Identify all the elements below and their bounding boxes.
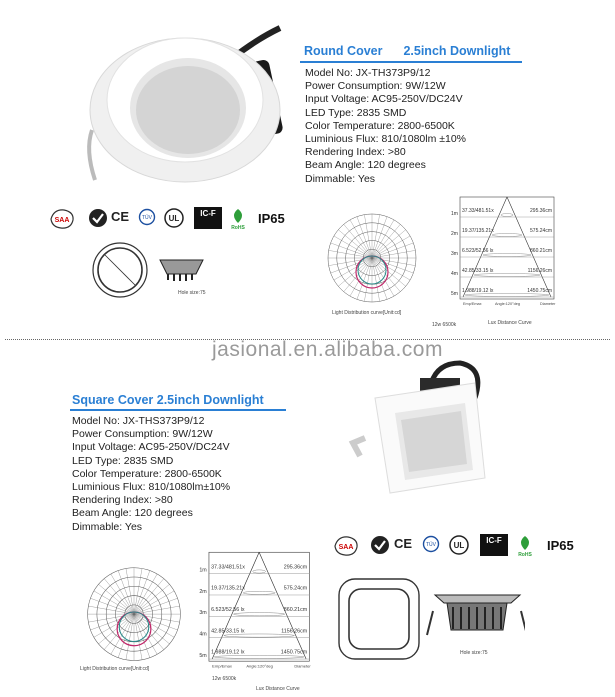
- spec-flux: Luminious Flux: 810/1080lm±10%: [72, 480, 231, 493]
- spec-color-temp: Color Temperature: 2800-6500K: [305, 119, 455, 132]
- lux-diameter-value: 1450.75cm: [280, 649, 308, 656]
- lux-ellipse: [224, 634, 294, 637]
- c-tick-icon: [370, 535, 390, 555]
- lux-illuminance-value: 42.85/33.15 lx: [211, 628, 245, 635]
- spec-beam: Beam Angle: 120 degrees: [305, 159, 426, 172]
- svg-text:TÜV: TÜV: [426, 542, 436, 548]
- round-model-tag: 12w 6500k: [432, 322, 457, 328]
- spec-power: Power Consumption: 9W/12W: [72, 428, 213, 441]
- c-tick-icon: [88, 208, 108, 228]
- lux-illuminance-value: 37.33/481.51x: [211, 564, 245, 571]
- lux-distance-label: 3m: [451, 251, 458, 257]
- spec-dimmable: Dimmable: Yes: [305, 172, 376, 185]
- spec-led-type: LED Type: 2835 SMD: [305, 106, 407, 119]
- round-hole-size: Hole size:75: [178, 290, 206, 296]
- spec-flux: Luminious Flux: 810/1080lm ±10%: [305, 132, 467, 145]
- round-title-left: Round Cover: [304, 44, 383, 58]
- lux-footer-label: Angle:120°deg: [495, 302, 520, 306]
- square-title-underline: [70, 409, 286, 411]
- spec-dimmable: Dimmable: Yes: [72, 520, 143, 533]
- ip65-label: IP65: [547, 538, 574, 553]
- icf-logo: [480, 534, 508, 556]
- round-lux-caption: Lux Distance Curve: [488, 320, 532, 326]
- round-dimension-drawing: [88, 238, 213, 308]
- ce-mark: CE: [394, 536, 413, 551]
- square-hole-size: Hole size:75: [460, 650, 488, 656]
- rohs-leaf-icon: [228, 207, 248, 231]
- lux-distance-label: 4m: [199, 631, 207, 638]
- ul-text: UL: [453, 541, 465, 550]
- lux-diameter-value: 575.24cm: [283, 585, 308, 592]
- lux-diameter-value: 860.21cm: [283, 607, 308, 613]
- saa-logo-icon: [48, 207, 76, 231]
- round-polar-chart: [322, 200, 422, 312]
- lux-footer-label: Angle:120°deg: [246, 663, 273, 669]
- tuv-icon: [422, 535, 440, 555]
- spec-cri: Rendering Index: >80: [305, 146, 406, 159]
- square-title: Square Cover 2.5inch Downlight: [72, 393, 264, 407]
- lux-footer-label: Emp/Emax: [463, 302, 482, 306]
- spec-color-temp: Color Temperature: 2800-6500K: [72, 467, 222, 480]
- lux-footer-label: Diameter: [540, 302, 556, 306]
- spec-voltage: Input Voltage: AC95-250V/DC24V: [72, 441, 230, 454]
- spec-model: Model No: JX-TH373P9/12: [305, 67, 431, 79]
- lux-distance-label: 3m: [199, 610, 207, 617]
- saa-text: SAA: [54, 217, 70, 224]
- round-title-right: 2.5inch Downlight: [403, 44, 511, 58]
- lux-ellipse: [234, 613, 285, 616]
- ce-mark: CE: [111, 209, 130, 224]
- saa-text: SAA: [338, 544, 354, 551]
- lux-distance-label: 2m: [199, 588, 207, 595]
- lux-illuminance-value: 6.523/52.56 lx: [462, 248, 494, 254]
- lux-distance-label: 5m: [451, 291, 458, 297]
- round-title-underline: [300, 61, 522, 63]
- svg-text:TÜV: TÜV: [142, 215, 152, 221]
- spec-led-type: LED Type: 2835 SMD: [72, 454, 174, 467]
- lux-diameter-value: 1450.75cm: [527, 288, 552, 294]
- spec-voltage: Input Voltage: AC95-250V/DC24V: [305, 93, 463, 106]
- icf-text: IC-F: [200, 209, 216, 218]
- lux-diameter-value: 1156.26cm: [527, 268, 552, 274]
- rohs-leaf-icon: [515, 534, 535, 558]
- lux-illuminance-value: 19.37/135.21x: [211, 585, 245, 592]
- square-dimension-drawing: [335, 575, 525, 675]
- rohs-text: RoHS: [518, 552, 532, 558]
- lux-illuminance-value: 19.37/135.21x: [462, 228, 494, 234]
- lux-illuminance-value: 1.988/19.12 lx: [211, 649, 245, 656]
- tuv-icon: [138, 208, 156, 228]
- spec-cri: Rendering Index: >80: [72, 494, 173, 507]
- round-polar-caption: Light Distribution curve[Unit:cd]: [332, 310, 402, 316]
- square-polar-chart: [78, 553, 190, 671]
- lux-distance-label: 4m: [451, 271, 458, 277]
- square-lux-caption: Lux Distance Curve: [256, 686, 300, 692]
- square-model-tag: 12w 6500k: [212, 676, 237, 682]
- spec-model: Model No: JX-THS373P9/12: [72, 415, 205, 427]
- lux-diameter-value: 295.36cm: [283, 564, 308, 571]
- saa-logo-icon: [332, 534, 360, 558]
- rohs-text: RoHS: [231, 225, 245, 231]
- round-spec-list: [305, 67, 466, 186]
- lux-diameter-value: 575.24cm: [530, 228, 552, 234]
- round-downlight-photo: [80, 0, 295, 205]
- lux-distance-label: 1m: [199, 567, 207, 574]
- lux-ellipse: [501, 214, 513, 217]
- lux-diameter-value: 1156.26cm: [281, 628, 308, 635]
- lux-illuminance-value: 42.85/33.15 lx: [462, 268, 494, 274]
- ip65-label: IP65: [258, 211, 285, 226]
- square-polar-caption: Light Distribution curve[Unit:cd]: [80, 666, 150, 672]
- round-cert-row: [48, 205, 308, 235]
- watermark-text: jasional.en.alibaba.com: [212, 338, 443, 361]
- lux-ellipse: [214, 655, 304, 658]
- lux-illuminance-value: 37.33/481.51x: [462, 208, 494, 214]
- square-spec-list: [72, 415, 230, 534]
- lux-distance-label: 5m: [199, 652, 207, 659]
- spec-beam: Beam Angle: 120 degrees: [72, 507, 193, 520]
- square-cert-row: [332, 532, 612, 562]
- icf-text: IC-F: [486, 536, 502, 545]
- spec-power: Power Consumption: 9W/12W: [305, 80, 446, 93]
- lux-illuminance-value: 1.988/19.12 lx: [462, 288, 494, 294]
- lux-diameter-value: 860.21cm: [530, 248, 552, 254]
- icf-logo: [194, 207, 222, 229]
- lux-ellipse: [243, 591, 275, 594]
- square-lux-chart: [198, 548, 316, 674]
- lux-footer-label: Emp/Emax: [212, 663, 232, 669]
- lux-footer-label: Diameter: [294, 663, 311, 669]
- lux-distance-label: 1m: [451, 211, 458, 217]
- ul-text: UL: [168, 214, 180, 223]
- round-lux-chart: [450, 193, 560, 311]
- ul-logo-icon: [448, 534, 470, 556]
- lux-diameter-value: 295.36cm: [530, 208, 552, 214]
- lux-ellipse: [253, 570, 266, 573]
- square-downlight-photo: [335, 358, 510, 508]
- lux-distance-label: 2m: [451, 231, 458, 237]
- ul-logo-icon: [163, 207, 185, 229]
- lux-illuminance-value: 6.523/52.56 lx: [211, 607, 245, 613]
- lux-ellipse: [492, 234, 522, 237]
